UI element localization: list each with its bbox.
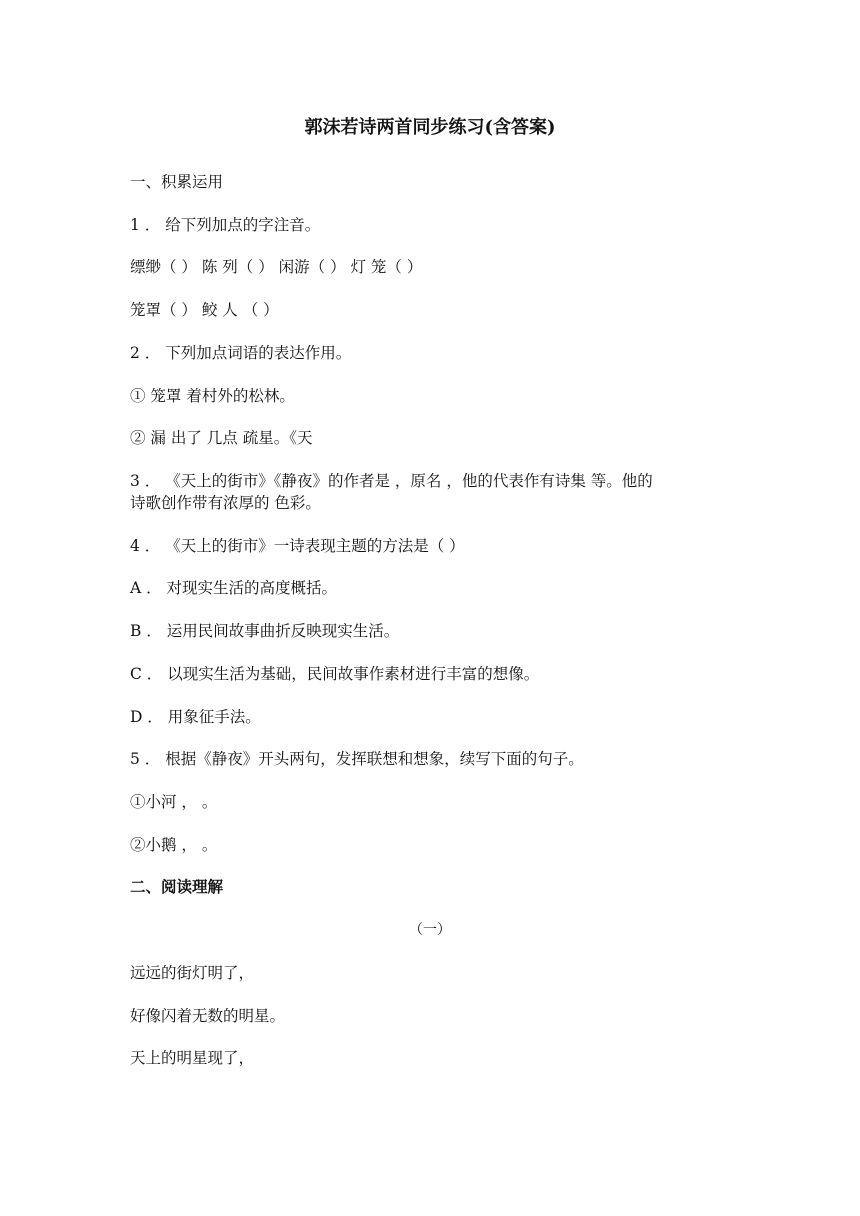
question-2-prompt: 2 ． 下列加点词语的表达作用。 [130,344,352,362]
section-heading-reading: 二、阅读理解 [130,877,224,896]
question-4-option-a: A ． 对现实生活的高度概括。 [130,579,338,597]
question-5-item-2: ②小鹅 ， 。 [130,836,218,854]
question-4-prompt: 4 ． 《天上的街市》一诗表现主题的方法是（ ） [130,537,465,555]
reading-passage-number: （一） [409,922,451,938]
question-3-line-1: 3 ． 《天上的街市》《静夜》的作者是 ，原名 ，他的代表作有诗集 等。他的 [130,472,653,490]
poem-line-3: 天上的明星现了， [130,1049,255,1067]
question-4-option-c: C ． 以现实生活为基础，民间故事作素材进行丰富的想像。 [130,665,540,683]
question-4-option-b: B ． 运用民间故事曲折反映现实生活。 [130,622,400,640]
document-title: 郭沫若诗两首同步练习(含答案) [304,117,556,138]
question-3-line-2: 诗歌创作带有浓厚的 色彩。 [130,494,321,512]
question-5-item-1: ①小河 ， 。 [130,793,218,811]
question-4-option-d: D ． 用象征手法。 [130,708,261,726]
question-2-item-2: ② 漏 出了 几点 疏星。《天 [130,429,313,447]
question-2-item-1: ① 笼罩 着村外的松林。 [130,387,295,405]
question-5-prompt: 5 ． 根据《静夜》开头两句，发挥联想和想象，续写下面的句子。 [130,750,584,768]
question-1-line-1: 缥缈（ ） 陈 列（ ） 闲游（ ） 灯 笼（ ） [130,258,423,276]
question-1-line-2: 笼罩（ ） 鲛 人 （ ） [130,301,279,319]
question-1-prompt: 1 ． 给下列加点的字注音。 [130,216,321,234]
poem-line-2: 好像闪着无数的明星。 [130,1007,286,1025]
poem-line-1: 远远的街灯明了， [130,964,255,982]
section-heading-accumulation: 一、积累运用 [130,173,224,191]
